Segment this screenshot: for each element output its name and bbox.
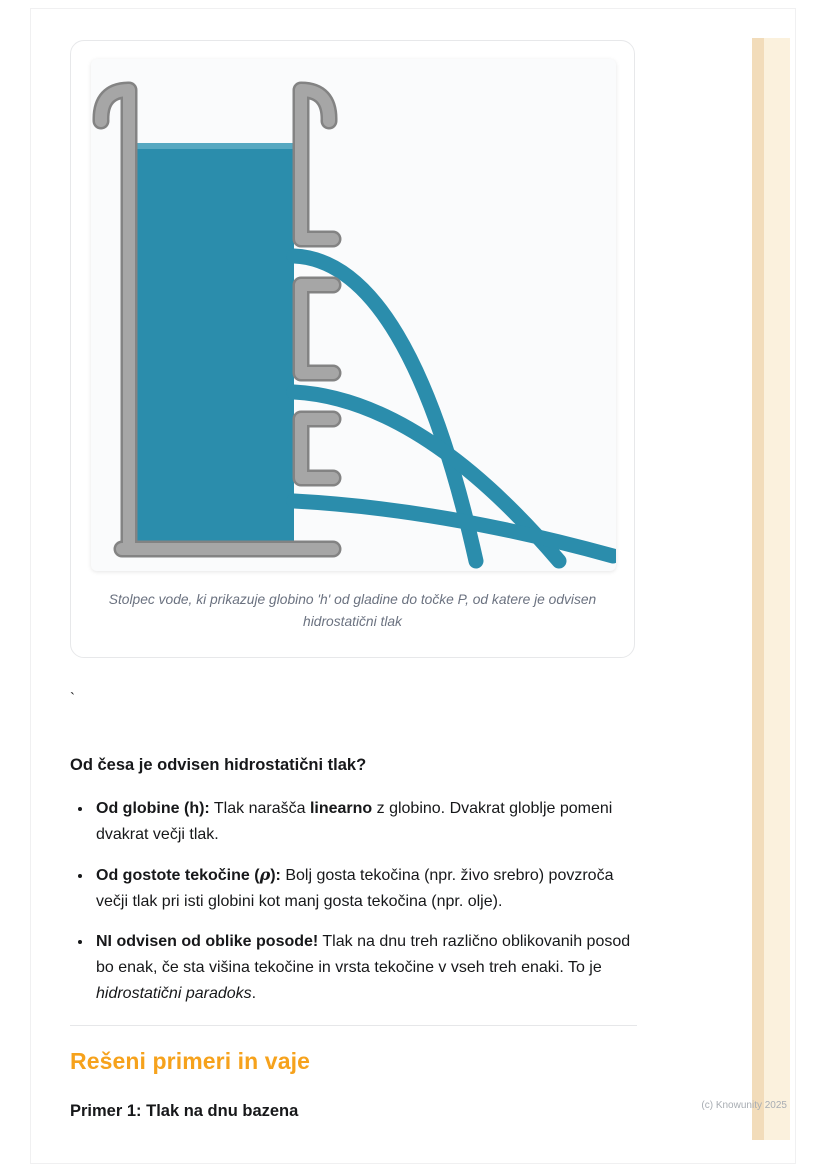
hydrostatic-pressure-illustration	[91, 59, 616, 571]
text-part: .	[251, 985, 257, 1002]
tank-wall-segment1	[301, 285, 333, 373]
list-item-density	[93, 862, 637, 915]
section-divider	[70, 1025, 637, 1026]
section-heading: Rešeni primeri in vaje	[70, 1048, 310, 1074]
text-part: hidrostatični paradoks	[96, 985, 252, 1002]
tank-wall-left	[101, 90, 129, 549]
figure-card	[70, 40, 635, 658]
tank-wall-segment2	[301, 419, 333, 478]
question-heading: Od česa je odvisen hidrostatični tlak?	[70, 756, 367, 774]
text-part: linearno	[309, 800, 373, 817]
page-edge-stripe-light	[764, 38, 790, 1140]
text-part: Od globine (h):	[96, 800, 210, 817]
text-part: NI odvisen od oblike posode!	[96, 933, 319, 950]
tank-wall-right-top	[301, 90, 333, 239]
page-edge-stripe	[752, 38, 790, 1140]
figure-caption: Stolpec vode, ki prikazuje globino 'h' od gladine do točke P, od katere je odvisen hidrostatični tlak	[108, 592, 597, 630]
water-surface-highlight	[136, 143, 294, 149]
text-part: ):	[270, 867, 281, 884]
text-part: Tlak na dnu treh različno oblikovanih posod bo enak, če sta višina tekočine in vrsta tekočine v vseh treh enaki. To je	[96, 933, 631, 976]
list-item-depth	[93, 796, 637, 848]
text-part: Tlak narašča	[209, 800, 310, 817]
factors-list	[70, 796, 637, 1007]
stray-backtick: `	[70, 690, 75, 707]
copyright-notice: (c) Knowunity 2025	[701, 1100, 787, 1111]
water-jet-bottom	[294, 501, 613, 556]
text-part: Od gostote tekočine (	[96, 867, 260, 884]
list-item-shape	[93, 929, 637, 1007]
text-part: Bolj gosta tekočina (npr. živo srebro) povzroča večji tlak pri isti globini kot manj gosta tekočina (npr. olje).	[96, 867, 614, 910]
example-heading: Primer 1: Tlak na dnu bazena	[70, 1102, 299, 1120]
water-column-svg	[91, 59, 616, 571]
rho-symbol: ρ	[259, 865, 271, 884]
water-jets	[294, 256, 613, 561]
tank-water-fill	[136, 143, 294, 549]
text-part: z globino. Dvakrat globlje pomeni dvakrat večji tlak.	[96, 800, 613, 843]
page-edge-stripe-dark	[752, 38, 764, 1140]
page-content	[70, 686, 637, 1124]
